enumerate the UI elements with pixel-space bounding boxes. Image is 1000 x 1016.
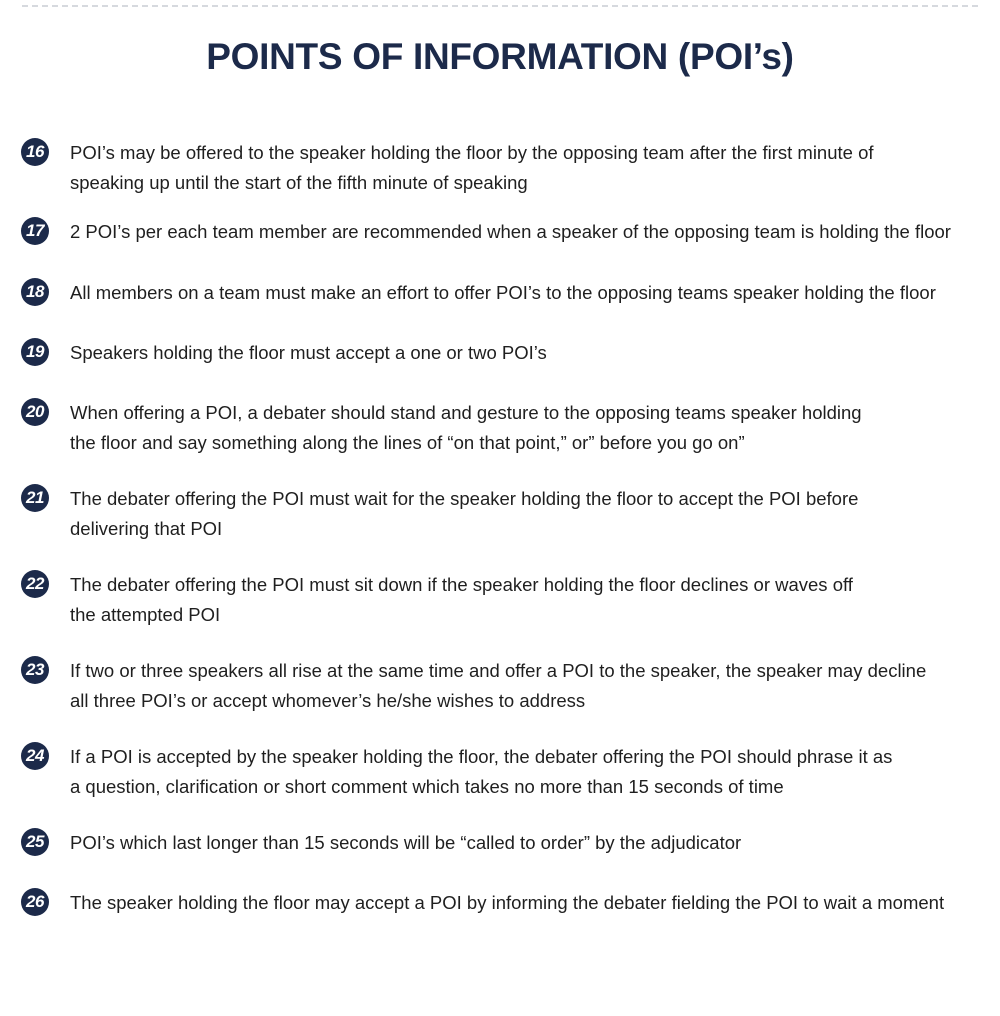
rule-text [70, 570, 970, 630]
rule-number-badge: 16 [21, 138, 49, 166]
rule-text-line: a question, clarification or short comment which takes no more than 15 seconds of time [70, 776, 784, 797]
rule-text-line: All members on a team must make an effort to offer POI’s to the opposing teams speaker holding the floor [70, 282, 936, 303]
rule-number-badge: 20 [21, 398, 49, 426]
rule-text-line: If a POI is accepted by the speaker holding the floor, the debater offering the POI should phrase it as [70, 746, 893, 767]
rule-text [70, 656, 970, 716]
rule-text-line: When offering a POI, a debater should stand and gesture to the opposing teams speaker holding [70, 402, 862, 423]
rule-number-badge: 19 [21, 338, 49, 366]
rule-text-line: The debater offering the POI must wait for the speaker holding the floor to accept the POI before [70, 488, 859, 509]
rule-text-line: the floor and say something along the lines of “on that point,” or” before you go on” [70, 432, 745, 453]
rule-text [70, 138, 970, 198]
rule-number-badge: 23 [21, 656, 49, 684]
rule-number-badge: 26 [21, 888, 49, 916]
rule-text [70, 742, 970, 802]
rule-number-badge: 21 [21, 484, 49, 512]
rule-number-badge: 18 [21, 278, 49, 306]
rule-text [70, 217, 970, 247]
rule-number-badge: 22 [21, 570, 49, 598]
rule-number-badge: 25 [21, 828, 49, 856]
rule-text [70, 828, 970, 858]
rule-text-line: the attempted POI [70, 604, 221, 625]
rule-text [70, 484, 970, 544]
rule-text [70, 888, 970, 918]
rule-text-line: all three POI’s or accept whomever’s he/she wishes to address [70, 690, 586, 711]
rule-text-line: The speaker holding the floor may accept a POI by informing the debater fielding the POI to wait a moment [70, 892, 945, 913]
rule-text [70, 278, 970, 308]
page-title: POINTS OF INFORMATION (POI’s) [206, 36, 794, 77]
rule-text [70, 338, 970, 368]
rule-text-line: The debater offering the POI must sit down if the speaker holding the floor declines or waves off [70, 574, 853, 595]
rule-text-line: Speakers holding the floor must accept a one or two POI’s [70, 342, 547, 363]
rule-text-line: delivering that POI [70, 518, 223, 539]
rule-text [70, 398, 970, 458]
rule-text-line: 2 POI’s per each team member are recommended when a speaker of the opposing team is holding the floor [70, 221, 951, 242]
rule-text-line: POI’s may be offered to the speaker holding the floor by the opposing team after the first minute of [70, 142, 874, 163]
top-dashed-divider [22, 5, 978, 7]
rule-text-line: If two or three speakers all rise at the same time and offer a POI to the speaker, the speaker may decline [70, 660, 927, 681]
rule-text-line: POI’s which last longer than 15 seconds will be “called to order” by the adjudicator [70, 832, 742, 853]
rule-number-badge: 17 [21, 217, 49, 245]
rule-text-line: speaking up until the start of the fifth minute of speaking [70, 172, 528, 193]
rule-number-badge: 24 [21, 742, 49, 770]
